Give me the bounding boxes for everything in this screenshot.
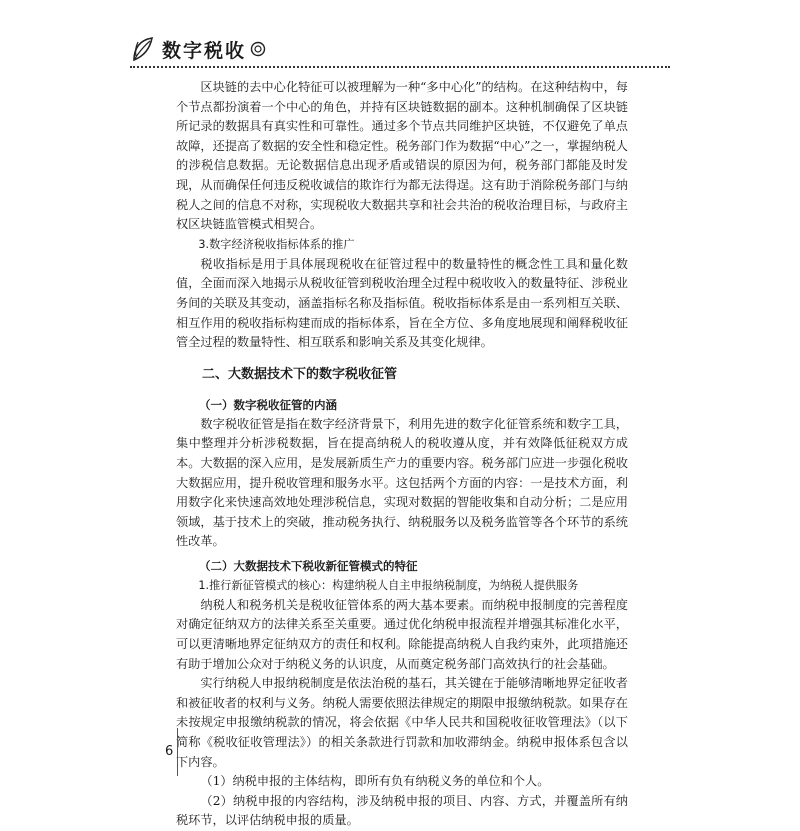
list-item-1: （1）纳税申报的主体结构，即所有负有纳税义务的单位和个人。 — [200, 774, 550, 789]
section-heading: 二、大数据技术下的数字税收征管 — [202, 366, 398, 382]
subheading-core-mode: 1.推行新征管模式的核心：构建纳税人自主申报纳税制度，为纳税人提供服务 — [198, 578, 579, 592]
leaf-icon — [130, 36, 156, 62]
subsection-heading-1: （一）数字税收征管的内涵 — [199, 397, 337, 412]
paragraph-digital-tax-admin: 数字税收征管是指在数字经济背景下，利用先进的数字化征管系统和数字工具，集中整理并分析涉税数据，旨在提高纳税人的税收遵从度，并有效降低征税双方成本。大数据的深入应用，是发展新质生产力的重要内容。税务部门应进一步强化税收大数据应用，提升税收管理和服务水平。这包括两个方面的内容：一是技术方面，利用数字化来快速高效地处理涉税信息，实现对数据的智能收集和自动分析；二是应用领域，基于技术上的突破，推动税务执行、纳税服务以及税务监管等各个环节的系统性改革。 — [176, 416, 628, 549]
header-title: 数字税收 — [162, 39, 247, 62]
footer-divider — [177, 728, 178, 776]
round-emblem-icon — [250, 41, 266, 57]
paragraph-tax-indicators: 税收指标是用于具体展现税收在征管过程中的数量特性的概念性工具和量化数值，全面而深入地揭示从税收征管到税收治理全过程中税收收入的数量特征、涉税业务间的关联及其变动，涵盖指标名称及指标值。税收指标体系是由一系列相互关联、相互作用的税收指标构建而成的指标体系，旨在全方位、多角度地展现和阐释税收征管全过程的数量特性、相互联系和影响关系及其变化规律。 — [176, 256, 628, 350]
paragraph-blockchain: 区块链的去中心化特征可以被理解为一种“多中心化”的结构。在这种结构中，每个节点都扮演着一个中心的角色，并持有区块链数据的副本。这种机制确保了区块链所记录的数据具有真实性和可靠性。通过多个节点共同维护区块链，不仅避免了单点故障，还提高了数据的安全性和稳定性。税务部门作为数据“中心”之一，掌握纳税人的涉税信息数据。无论数据信息出现矛盾或错误的原因为何，税务部门都能及时发现，从而确保任何违反税收诚信的欺诈行为都无法得逞。这有助于消除税务部门与纳税人之间的信息不对称，实现税收大数据共享和社会共治的税收治理目标，与政府主权区块链监管模式相契合。 — [176, 80, 628, 232]
paragraph-taxpayer-declaration: 纳税人和税务机关是税收征管体系的两大基本要素。而纳税申报制度的完善程度对确定征纳双方的法律关系至关重要。通过优化纳税申报流程并增强其标准化水平，可以更清晰地界定征纳双方的责任和权利。除能提高纳税人自我约束外，此项措施还有助于增加公众对于纳税义务的认识度，从而奠定税务部门高效执行的社会基础。 — [176, 597, 628, 671]
paragraph-declaration-system: 实行纳税人申报纳税制度是依法治税的基石，其关键在于能够清晰地界定征收者和被征收者的权利与义务。纳税人需要依照法律规定的期限申报缴纳税款。如果存在未按规定申报缴纳税款的情况，将会依据《中华人民共和国税收征收管理法》（以下简称《税收征收管理法》）的相关条款进行罚款和加收滞纳金。纳税申报体系包含以下内容。 — [176, 676, 628, 769]
subheading-indicator-system: 3.数字经济税收指标体系的推广 — [198, 237, 355, 251]
list-item-2: （2）纳税申报的内容结构，涉及纳税申报的项目、内容、方式，并覆盖所有纳税环节，以评估纳税申报的质量。 — [176, 793, 628, 828]
header-dotted-rule — [130, 66, 670, 68]
page-body — [176, 78, 628, 831]
subsection-heading-2: （二）大数据技术下税收新征管模式的特征 — [199, 558, 418, 573]
running-header — [130, 34, 266, 64]
page-number: 6 — [165, 744, 174, 759]
